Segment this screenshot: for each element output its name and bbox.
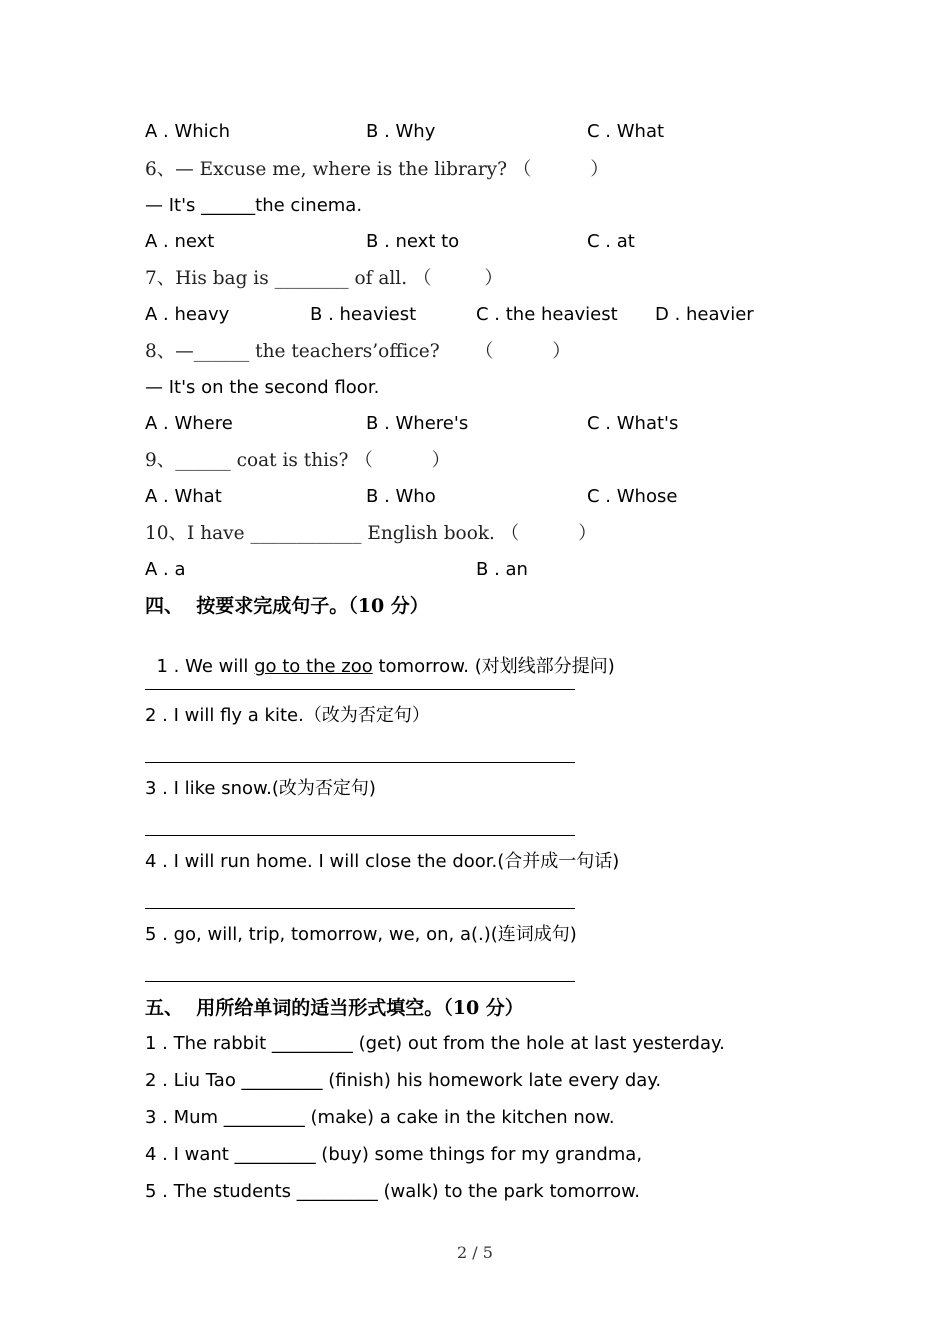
section4-item-1-post: tomorrow. (对划线部分提问) [372,656,615,677]
q6-option-c: C . at [587,231,635,252]
q5-option-b: B . Why [366,121,436,142]
q8-stem: 8、—______ the teachers’office? （ ） [145,341,571,362]
section5-item-5: 5 . The students _________ (walk) to the park tomorrow. [145,1181,640,1202]
section5-item-1: 1 . The rabbit _________ (get) out from the hole at last yesterday. [145,1033,725,1054]
section5-item-3: 3 . Mum _________ (make) a cake in the kitchen now. [145,1107,615,1128]
q7-option-a: A . heavy [145,304,230,325]
q5-option-c: C . What [587,121,665,142]
q8-option-b: B . Where's [366,413,469,434]
q6-reply: — It's ______the cinema. [145,195,363,216]
q9-stem: 9、______ coat is this? （ ） [145,450,451,471]
section5-item-2: 2 . Liu Tao _________ (finish) his homework late every day. [145,1070,662,1091]
q8-option-c: C . What's [587,413,679,434]
q7-option-d: D . heavier [655,304,754,325]
q9-option-b: B . Who [366,486,436,507]
section4-item-3: 3 . I like snow.(改为否定句) [145,778,376,799]
q8-reply: — It's on the second floor. [145,377,380,398]
section5-title: 五、 用所给单词的适当形式填空。（10 分） [145,997,524,1019]
q6-option-b: B . next to [366,231,460,252]
section4-item-1-pre: 1 . We will [156,656,255,677]
section4-title: 四、 按要求完成句子。（10 分） [145,595,429,617]
q7-option-c: C . the heaviest [476,304,618,325]
section4-item-1 [145,631,615,679]
q6-stem: 6、— Excuse me, where is the library? （ ） [145,159,609,180]
q7-option-b: B . heaviest [310,304,417,325]
section4-item-5: 5 . go, will, trip, tomorrow, we, on, a(.)(连词成句) [145,924,577,945]
section4-item-2: 2 . I will fly a kite.（改为否定句） [145,705,430,726]
answer-line[interactable] [145,689,575,690]
q5-option-a: A . Which [145,121,230,142]
answer-line[interactable] [145,908,575,909]
q9-option-c: C . Whose [587,486,678,507]
section4-item-1-underlined: go to the zoo [254,656,373,677]
q10-option-a: A . a [145,559,186,580]
q8-option-a: A . Where [145,413,233,434]
q10-stem: 10、I have ____________ English book. （ ） [145,523,597,544]
q10-option-b: B . an [476,559,528,580]
q9-option-a: A . What [145,486,222,507]
page-number: 2 / 5 [457,1243,493,1262]
q6-option-a: A . next [145,231,215,252]
answer-line[interactable] [145,762,575,763]
section5-item-4: 4 . I want _________ (buy) some things for my grandma, [145,1144,643,1165]
section4-item-4: 4 . I will run home. I will close the door.(合并成一句话) [145,851,620,872]
answer-line[interactable] [145,835,575,836]
answer-line[interactable] [145,981,575,982]
q7-stem: 7、His bag is ________ of all. （ ） [145,268,503,289]
